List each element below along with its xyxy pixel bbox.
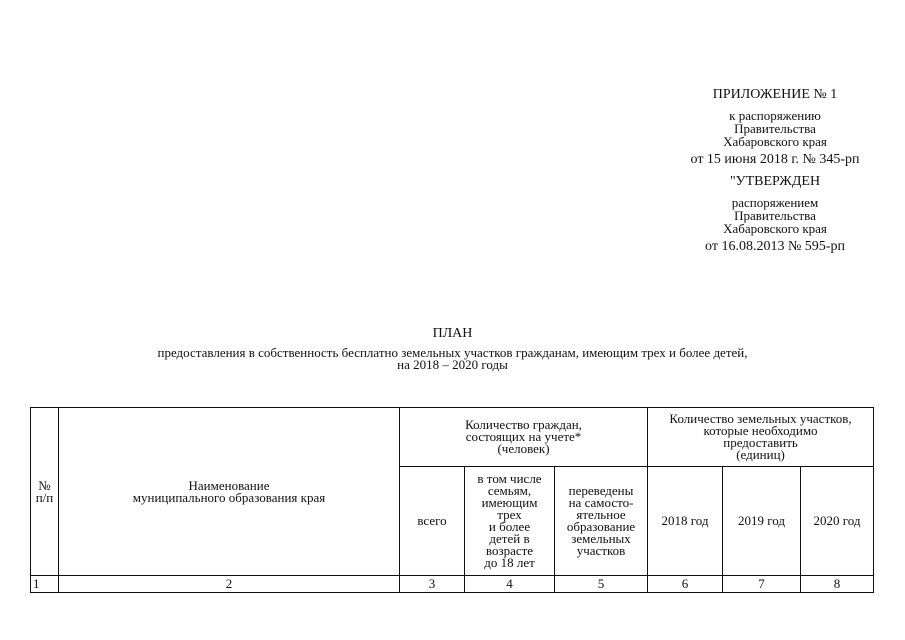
appendix-title: ПРИЛОЖЕНИЕ № 1 bbox=[712, 87, 838, 102]
column-number-3: 3 bbox=[400, 576, 465, 593]
approved-label: "УТВЕРЖДЕН bbox=[729, 174, 821, 189]
header-year-2019: 2019 год bbox=[723, 467, 801, 576]
header-year-2020: 2020 год bbox=[801, 467, 874, 576]
approved-line-1: распоряжением bbox=[731, 195, 819, 210]
column-number-8: 8 bbox=[801, 576, 874, 593]
appendix-line-2: Правительства bbox=[734, 121, 816, 136]
header-citizens-group: Количество граждан, состоящих на учете* (человек) bbox=[400, 408, 648, 467]
table-row bbox=[31, 576, 874, 593]
column-number-5: 5 bbox=[555, 576, 648, 593]
plan-title: ПЛАН bbox=[432, 326, 473, 341]
header-total: всего bbox=[400, 467, 465, 576]
appendix-block bbox=[640, 88, 905, 253]
header-year-2018: 2018 год bbox=[648, 467, 723, 576]
column-number-7: 7 bbox=[723, 576, 801, 593]
header-number: № п/п bbox=[31, 408, 59, 576]
approved-date: от 16.08.2013 № 595-рп bbox=[705, 239, 845, 254]
column-number-2: 2 bbox=[59, 576, 400, 593]
header-plots-group: Количество земельных участков, которые необходимо предоставить (единиц) bbox=[648, 408, 874, 467]
column-number-1: 1 bbox=[31, 576, 59, 593]
plan-table bbox=[30, 407, 874, 593]
approved-line-3: Хабаровского края bbox=[723, 221, 827, 236]
plan-subtitle: предоставления в собственность бесплатно земельных участков гражданам, имеющим трех и более детей, на 2018 – 2020 годы bbox=[157, 345, 748, 372]
approved-line-2: Правительства bbox=[734, 208, 816, 223]
appendix-date: от 15 июня 2018 г. № 345-рп bbox=[690, 152, 860, 167]
header-families: в том числе семьям, имеющим трех и более детей в возрасте до 18 лет bbox=[465, 467, 555, 576]
column-number-6: 6 bbox=[648, 576, 723, 593]
header-transferred: переведены на самосто- ятельное образование земельных участков bbox=[555, 467, 648, 576]
header-municipality-name: Наименование муниципального образования края bbox=[59, 408, 400, 576]
column-number-4: 4 bbox=[465, 576, 555, 593]
appendix-line-1: к распоряжению bbox=[729, 108, 821, 123]
appendix-line-3: Хабаровского края bbox=[723, 134, 827, 149]
